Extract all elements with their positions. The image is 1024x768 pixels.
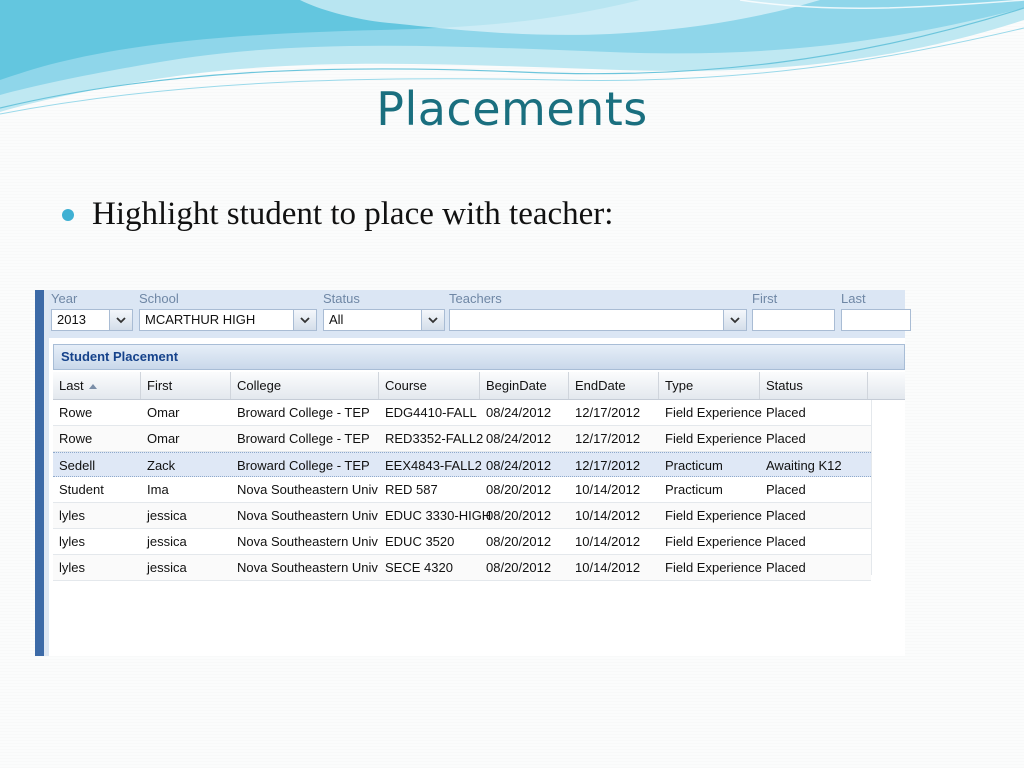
cell-college: Broward College - TEP [237,458,370,473]
cell-status: Placed [766,405,806,420]
cell-last: Sedell [59,458,96,473]
year-dropdown-button[interactable] [109,310,132,330]
grid-right-edge [871,400,872,575]
cell-begindate: 08/24/2012 [486,431,552,446]
student-placement-grid [49,338,905,656]
cell-enddate: 10/14/2012 [575,482,641,497]
cell-last: Student [59,482,104,497]
status-value: All [329,312,344,327]
year-value: 2013 [57,312,86,327]
column-header-enddate[interactable] [569,372,659,399]
bullet-item [62,196,613,233]
cell-type: Practicum [665,482,723,497]
grid-column-headers [53,372,905,400]
status-label: Status [323,291,360,306]
cell-college: Nova Southeastern Univ [237,508,378,523]
table-row[interactable] [53,400,871,426]
school-select[interactable] [139,309,317,331]
slide-title: Placements [376,82,648,136]
column-header-label: College [237,378,282,393]
school-dropdown-button[interactable] [293,310,316,330]
school-value: MCARTHUR HIGH [145,312,256,327]
cell-last: Rowe [59,405,93,420]
cell-last: Rowe [59,431,93,446]
cell-begindate: 08/24/2012 [486,458,552,473]
table-row[interactable] [53,426,871,452]
column-header-course[interactable] [379,372,480,399]
bullet-dot-icon [62,209,74,221]
filter-toolbar [49,290,905,338]
cell-last: lyles [59,560,86,575]
cell-begindate: 08/20/2012 [486,560,552,575]
cell-enddate: 10/14/2012 [575,508,641,523]
column-header-label: Course [385,378,427,393]
student-placement-screenshot [35,290,905,656]
cell-course: EDUC 3330-HIGH [385,508,492,523]
cell-begindate: 08/24/2012 [486,405,552,420]
cell-type: Field Experience [665,405,762,420]
cell-course: RED 587 [385,482,438,497]
cell-first: Zack [147,458,176,473]
cell-course: SECE 4320 [385,560,453,575]
cell-first: jessica [147,508,187,523]
cell-college: Nova Southeastern Univ [237,534,378,549]
chevron-down-icon [428,317,438,324]
last-name-label: Last [841,291,866,306]
cell-begindate: 08/20/2012 [486,482,552,497]
status-dropdown-button[interactable] [421,310,444,330]
column-header-status[interactable] [760,372,868,399]
cell-first: Ima [147,482,169,497]
cell-course: RED3352-FALL2 [385,431,484,446]
table-row[interactable] [53,503,871,529]
column-header-college[interactable] [231,372,379,399]
column-header-label: BeginDate [486,378,547,393]
status-select[interactable] [323,309,445,331]
cell-course: EDUC 3520 [385,534,455,549]
cell-type: Practicum [665,458,723,473]
cell-first: jessica [147,560,187,575]
column-header-label: EndDate [575,378,626,393]
column-header-label: Last [59,378,84,393]
cell-last: lyles [59,508,86,523]
cell-status: Placed [766,560,806,575]
cell-type: Field Experience [665,560,762,575]
cell-begindate: 08/20/2012 [486,534,552,549]
table-row[interactable] [53,555,871,581]
cell-status: Awaiting K12 [766,458,842,473]
column-header-label: Status [766,378,803,393]
last-name-input[interactable] [841,309,911,331]
school-label: School [139,291,179,306]
grid-panel-title: Student Placement [53,344,905,370]
cell-college: Broward College - TEP [237,405,370,420]
column-header-first[interactable] [141,372,231,399]
cell-first: Omar [147,405,180,420]
column-header-last[interactable] [53,372,141,399]
cell-enddate: 12/17/2012 [575,431,641,446]
table-row[interactable] [53,477,871,503]
cell-college: Nova Southeastern Univ [237,482,378,497]
teachers-label: Teachers [449,291,502,306]
column-header-label: Type [665,378,694,393]
chevron-down-icon [730,317,740,324]
cell-college: Nova Southeastern Univ [237,560,378,575]
cell-course: EEX4843-FALL2 [385,458,482,473]
teachers-select[interactable] [449,309,747,331]
cell-enddate: 12/17/2012 [575,458,641,473]
cell-college: Broward College - TEP [237,431,370,446]
cell-status: Placed [766,534,806,549]
chevron-down-icon [300,317,310,324]
cell-type: Field Experience [665,431,762,446]
first-name-label: First [752,291,778,306]
table-row[interactable] [53,529,871,555]
first-name-input[interactable] [752,309,835,331]
cell-enddate: 10/14/2012 [575,534,641,549]
cell-last: lyles [59,534,86,549]
cell-course: EDG4410-FALL [385,405,477,420]
teachers-dropdown-button[interactable] [723,310,746,330]
panel-left-border [35,290,44,656]
cell-type: Field Experience [665,534,762,549]
cell-enddate: 10/14/2012 [575,560,641,575]
cell-first: Omar [147,431,180,446]
cell-begindate: 08/20/2012 [486,508,552,523]
cell-status: Placed [766,482,806,497]
column-header-type[interactable] [659,372,760,399]
year-select[interactable] [51,309,133,331]
cell-type: Field Experience [665,508,762,523]
year-label: Year [51,291,78,306]
column-header-begindate[interactable] [480,372,569,399]
sort-ascending-icon [89,384,97,389]
table-row-selected[interactable] [53,452,871,477]
cell-first: jessica [147,534,187,549]
cell-status: Placed [766,431,806,446]
grid-rows [53,400,871,581]
cell-status: Placed [766,508,806,523]
cell-enddate: 12/17/2012 [575,405,641,420]
chevron-down-icon [116,317,126,324]
column-header-label: First [147,378,173,393]
bullet-text: Highlight student to place with teacher: [92,196,614,232]
